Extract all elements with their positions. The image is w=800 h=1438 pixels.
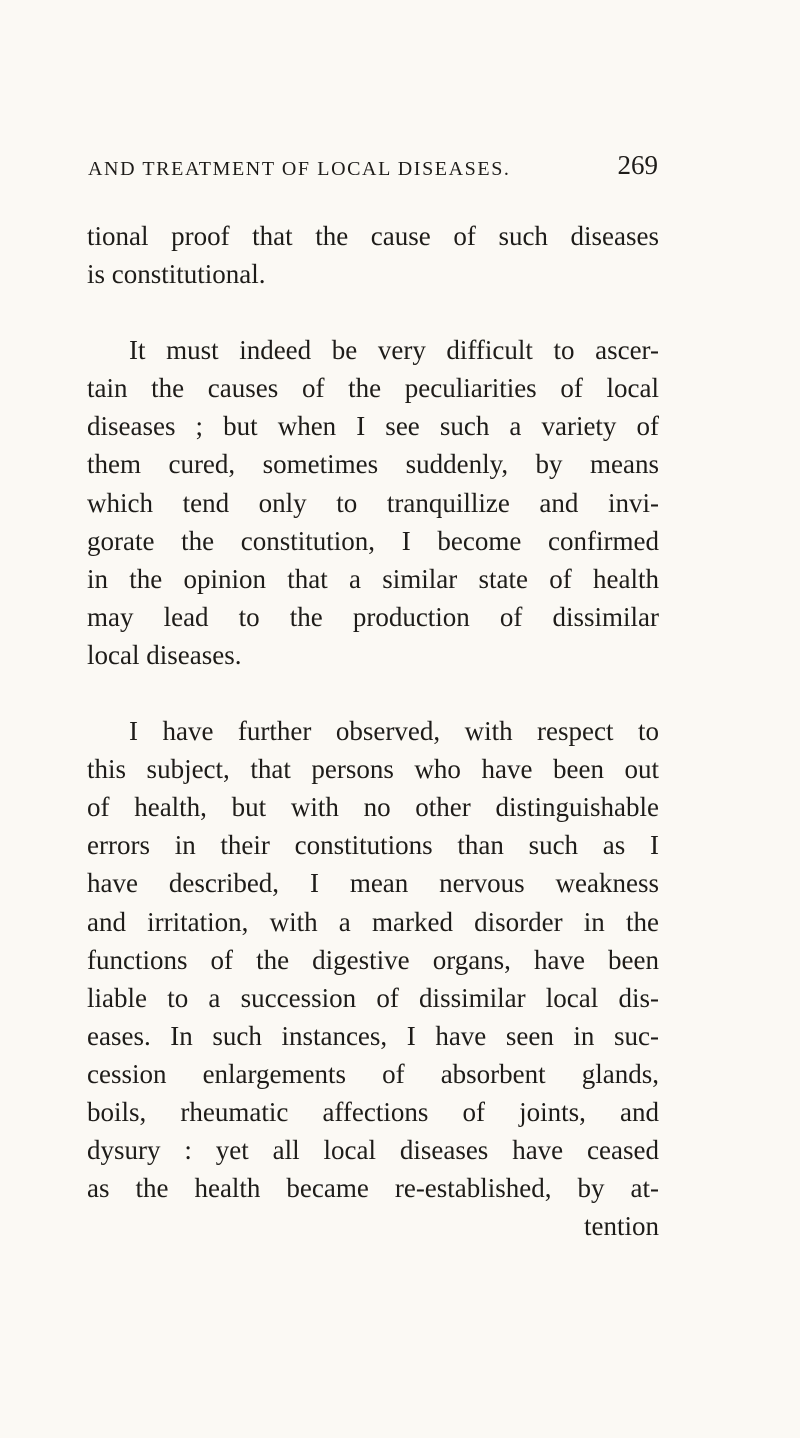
text-line: diseases ; but when I see such a variety of	[87, 411, 659, 442]
text-line: of health, but with no other distinguishable	[87, 792, 659, 823]
text-line: and irritation, with a marked disorder in the	[87, 906, 659, 937]
text-line: gorate the constitution, I become confirmed	[87, 525, 659, 556]
text-line: liable to a succession of dissimilar local dis-	[87, 982, 659, 1013]
paragraph-gap	[87, 293, 659, 331]
text-line: eases. In such instances, I have seen in suc-	[87, 1020, 659, 1051]
text-line: in the opinion that a similar state of health	[87, 563, 659, 594]
text-line: tional proof that the cause of such diseases	[87, 221, 659, 251]
body-text	[87, 217, 659, 1245]
text-line: may lead to the production of dissimilar	[87, 601, 659, 632]
running-title: AND TREATMENT OF LOCAL DISEASES.	[88, 158, 511, 180]
text-line: which tend only to tranquillize and invi-	[87, 487, 659, 518]
text-line: functions of the digestive organs, have been	[87, 944, 659, 975]
text-line: dysury : yet all local diseases have ceased	[87, 1135, 659, 1166]
paragraph-3	[87, 712, 659, 1207]
text-line: I have further observed, with respect to	[129, 716, 659, 747]
text-line: them cured, sometimes suddenly, by means	[87, 449, 659, 480]
text-line: boils, rheumatic affections of joints, and	[87, 1096, 659, 1127]
text-line: cession enlargements of absorbent glands,	[87, 1058, 659, 1089]
paragraph-1	[87, 217, 659, 293]
text-line: It must indeed be very difficult to ascer-	[129, 335, 659, 366]
text-line: as the health became re-established, by at-	[87, 1173, 659, 1204]
text-line: is constitutional.	[87, 259, 266, 290]
text-line: errors in their constitutions than such as I	[87, 830, 659, 861]
page-number: 269	[617, 150, 658, 180]
catchword: tention	[584, 1211, 659, 1242]
text-line: local diseases.	[87, 639, 242, 670]
paragraph-2	[87, 331, 659, 674]
paragraph-gap	[87, 674, 659, 712]
text-line: tain the causes of the peculiarities of local	[87, 373, 659, 404]
text-line: have described, I mean nervous weakness	[87, 868, 659, 899]
text-line: this subject, that persons who have been out	[87, 754, 659, 785]
running-head	[88, 150, 658, 186]
